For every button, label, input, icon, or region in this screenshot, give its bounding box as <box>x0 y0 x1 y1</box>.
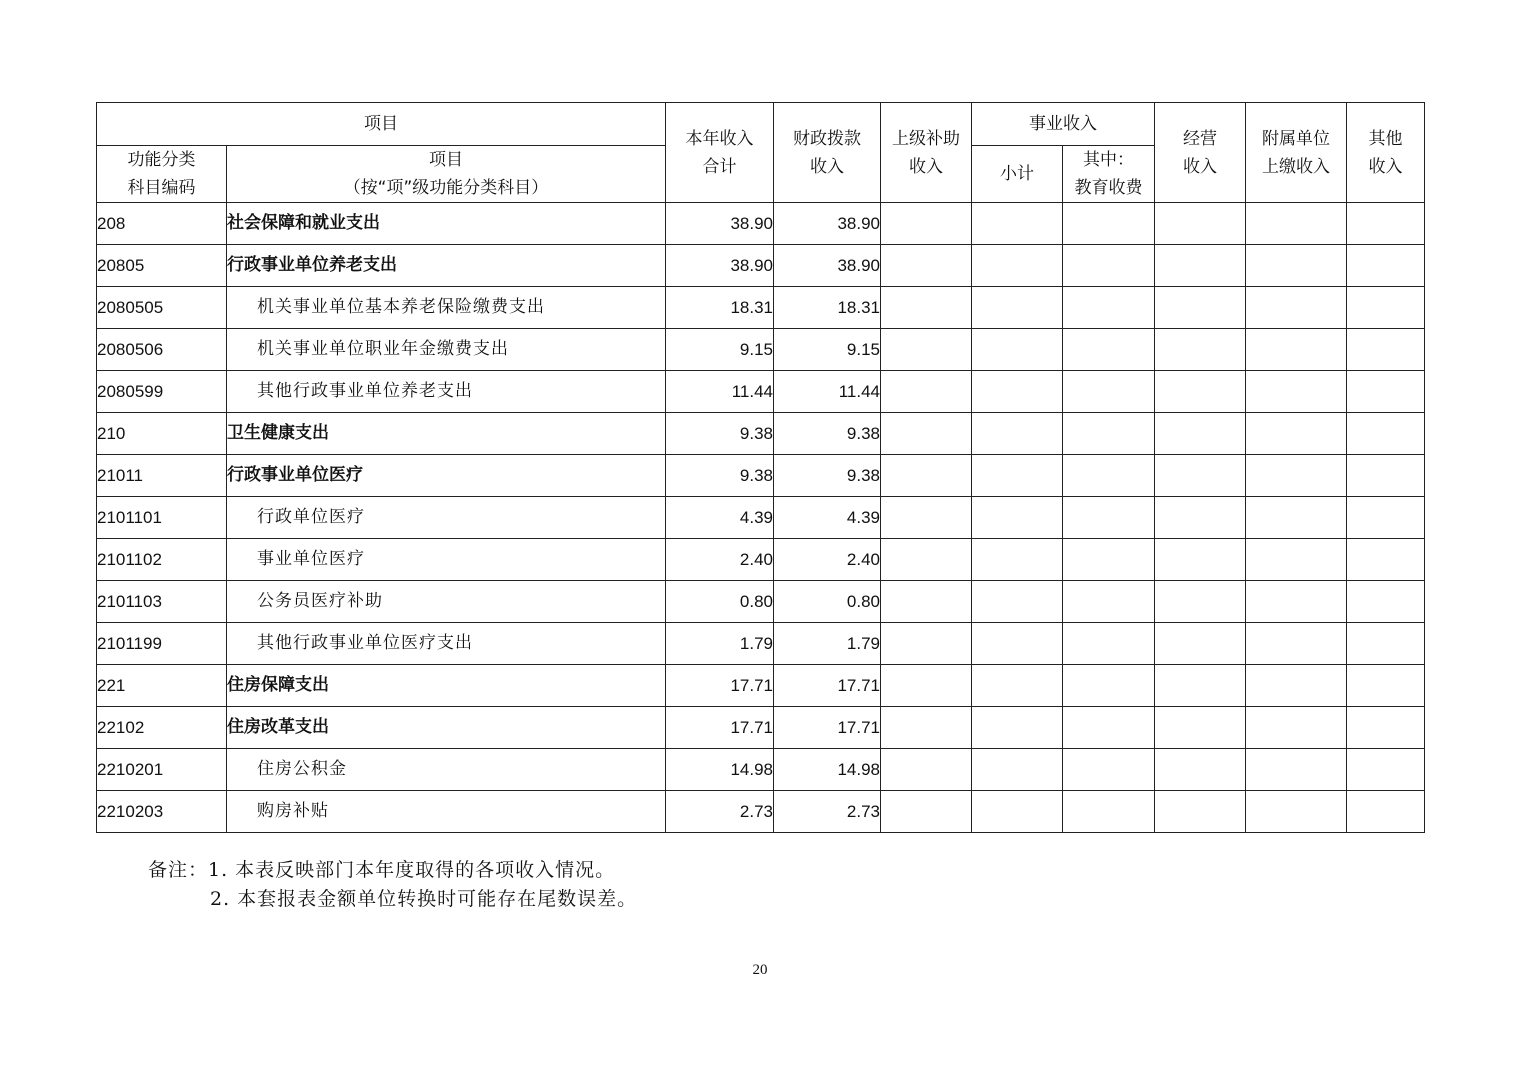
career-subtotal-cell <box>972 245 1063 287</box>
code-cell: 2080506 <box>97 329 227 371</box>
affiliate-cell <box>1246 497 1347 539</box>
affiliate-cell <box>1246 539 1347 581</box>
career-subtotal-cell <box>972 203 1063 245</box>
other-cell <box>1347 623 1425 665</box>
page-number: 20 <box>752 962 768 978</box>
item-name-cell: 其他行政事业单位养老支出 <box>227 371 666 413</box>
affiliate-cell <box>1246 245 1347 287</box>
header-upper-subsidy: 上级补助 收入 <box>881 103 972 203</box>
item-name-cell: 行政单位医疗 <box>227 497 666 539</box>
affiliate-cell <box>1246 623 1347 665</box>
career-subtotal-cell <box>972 791 1063 833</box>
business-cell <box>1155 749 1246 791</box>
upper-subsidy-cell <box>881 203 972 245</box>
header-other: 其他 收入 <box>1347 103 1425 203</box>
other-cell <box>1347 581 1425 623</box>
item-name-cell: 事业单位医疗 <box>227 539 666 581</box>
other-cell <box>1347 287 1425 329</box>
career-subtotal-cell <box>972 413 1063 455</box>
code-cell: 2101101 <box>97 497 227 539</box>
affiliate-cell <box>1246 749 1347 791</box>
affiliate-cell <box>1246 707 1347 749</box>
total-cell: 2.73 <box>666 791 774 833</box>
total-cell: 9.38 <box>666 413 774 455</box>
other-cell <box>1347 539 1425 581</box>
code-cell: 2101199 <box>97 623 227 665</box>
total-cell: 1.79 <box>666 623 774 665</box>
fiscal-cell: 2.40 <box>774 539 881 581</box>
header-affiliate: 附属单位 上缴收入 <box>1246 103 1347 203</box>
education-fee-cell <box>1063 455 1155 497</box>
education-fee-cell <box>1063 665 1155 707</box>
upper-subsidy-cell <box>881 749 972 791</box>
education-fee-cell <box>1063 287 1155 329</box>
upper-subsidy-cell <box>881 371 972 413</box>
business-cell <box>1155 371 1246 413</box>
education-fee-cell <box>1063 581 1155 623</box>
career-subtotal-cell <box>972 329 1063 371</box>
business-cell <box>1155 497 1246 539</box>
upper-subsidy-cell <box>881 665 972 707</box>
total-cell: 4.39 <box>666 497 774 539</box>
fiscal-cell: 11.44 <box>774 371 881 413</box>
table-body <box>97 203 1425 833</box>
note-line-1: 备注：1. 本表反映部门本年度取得的各项收入情况。 <box>148 859 616 881</box>
fiscal-cell: 2.73 <box>774 791 881 833</box>
education-fee-cell <box>1063 749 1155 791</box>
other-cell <box>1347 749 1425 791</box>
affiliate-cell <box>1246 329 1347 371</box>
table-row <box>97 791 1425 833</box>
code-cell: 2101103 <box>97 581 227 623</box>
upper-subsidy-cell <box>881 245 972 287</box>
fiscal-cell: 4.39 <box>774 497 881 539</box>
code-cell: 210 <box>97 413 227 455</box>
item-name-cell: 社会保障和就业支出 <box>227 203 666 245</box>
affiliate-cell <box>1246 665 1347 707</box>
other-cell <box>1347 329 1425 371</box>
affiliate-cell <box>1246 203 1347 245</box>
note-line-2: 2. 本套报表金额单位转换时可能存在尾数误差。 <box>210 888 638 910</box>
header-row-1 <box>97 103 1425 146</box>
affiliate-cell <box>1246 581 1347 623</box>
other-cell <box>1347 707 1425 749</box>
table-row <box>97 371 1425 413</box>
table-row <box>97 749 1425 791</box>
code-cell: 2080505 <box>97 287 227 329</box>
career-subtotal-cell <box>972 707 1063 749</box>
item-name-cell: 其他行政事业单位医疗支出 <box>227 623 666 665</box>
business-cell <box>1155 665 1246 707</box>
total-cell: 14.98 <box>666 749 774 791</box>
fiscal-cell: 38.90 <box>774 203 881 245</box>
education-fee-cell <box>1063 539 1155 581</box>
total-cell: 17.71 <box>666 665 774 707</box>
other-cell <box>1347 203 1425 245</box>
header-education-fee: 其中： 教育收费 <box>1063 146 1155 203</box>
item-name-cell: 公务员医疗补助 <box>227 581 666 623</box>
header-total: 本年收入 合计 <box>666 103 774 203</box>
total-cell: 38.90 <box>666 245 774 287</box>
total-cell: 17.71 <box>666 707 774 749</box>
fiscal-cell: 9.38 <box>774 413 881 455</box>
career-subtotal-cell <box>972 623 1063 665</box>
career-subtotal-cell <box>972 371 1063 413</box>
upper-subsidy-cell <box>881 581 972 623</box>
education-fee-cell <box>1063 245 1155 287</box>
other-cell <box>1347 245 1425 287</box>
item-name-cell: 行政事业单位医疗 <box>227 455 666 497</box>
affiliate-cell <box>1246 287 1347 329</box>
header-item: 项目 （按“项”级功能分类科目） <box>227 146 666 203</box>
fiscal-cell: 38.90 <box>774 245 881 287</box>
item-name-cell: 住房公积金 <box>227 749 666 791</box>
fiscal-cell: 14.98 <box>774 749 881 791</box>
total-cell: 9.15 <box>666 329 774 371</box>
total-cell: 11.44 <box>666 371 774 413</box>
upper-subsidy-cell <box>881 623 972 665</box>
code-cell: 2210203 <box>97 791 227 833</box>
fiscal-cell: 0.80 <box>774 581 881 623</box>
education-fee-cell <box>1063 791 1155 833</box>
table-row <box>97 623 1425 665</box>
business-cell <box>1155 203 1246 245</box>
education-fee-cell <box>1063 707 1155 749</box>
other-cell <box>1347 791 1425 833</box>
other-cell <box>1347 665 1425 707</box>
other-cell <box>1347 455 1425 497</box>
header-project: 项目 <box>97 103 666 146</box>
upper-subsidy-cell <box>881 539 972 581</box>
table-row <box>97 203 1425 245</box>
upper-subsidy-cell <box>881 455 972 497</box>
career-subtotal-cell <box>972 455 1063 497</box>
code-cell: 20805 <box>97 245 227 287</box>
code-cell: 2101102 <box>97 539 227 581</box>
table-row <box>97 497 1425 539</box>
code-cell: 2210201 <box>97 749 227 791</box>
total-cell: 18.31 <box>666 287 774 329</box>
fiscal-cell: 9.38 <box>774 455 881 497</box>
fiscal-cell: 17.71 <box>774 665 881 707</box>
table-row <box>97 665 1425 707</box>
upper-subsidy-cell <box>881 287 972 329</box>
income-table <box>96 102 1425 833</box>
upper-subsidy-cell <box>881 329 972 371</box>
total-cell: 38.90 <box>666 203 774 245</box>
upper-subsidy-cell <box>881 791 972 833</box>
other-cell <box>1347 497 1425 539</box>
education-fee-cell <box>1063 413 1155 455</box>
upper-subsidy-cell <box>881 497 972 539</box>
business-cell <box>1155 623 1246 665</box>
item-name-cell: 行政事业单位养老支出 <box>227 245 666 287</box>
upper-subsidy-cell <box>881 707 972 749</box>
affiliate-cell <box>1246 455 1347 497</box>
business-cell <box>1155 245 1246 287</box>
fiscal-cell: 9.15 <box>774 329 881 371</box>
total-cell: 0.80 <box>666 581 774 623</box>
table-row <box>97 455 1425 497</box>
table-row <box>97 413 1425 455</box>
table-row <box>97 707 1425 749</box>
header-code: 功能分类 科目编码 <box>97 146 227 203</box>
affiliate-cell <box>1246 371 1347 413</box>
career-subtotal-cell <box>972 749 1063 791</box>
code-cell: 2080599 <box>97 371 227 413</box>
item-name-cell: 购房补贴 <box>227 791 666 833</box>
career-subtotal-cell <box>972 287 1063 329</box>
business-cell <box>1155 791 1246 833</box>
header-business: 经营 收入 <box>1155 103 1246 203</box>
business-cell <box>1155 707 1246 749</box>
affiliate-cell <box>1246 791 1347 833</box>
education-fee-cell <box>1063 371 1155 413</box>
career-subtotal-cell <box>972 497 1063 539</box>
business-cell <box>1155 413 1246 455</box>
item-name-cell: 机关事业单位职业年金缴费支出 <box>227 329 666 371</box>
business-cell <box>1155 287 1246 329</box>
business-cell <box>1155 455 1246 497</box>
item-name-cell: 住房保障支出 <box>227 665 666 707</box>
career-subtotal-cell <box>972 581 1063 623</box>
fiscal-cell: 18.31 <box>774 287 881 329</box>
business-cell <box>1155 581 1246 623</box>
education-fee-cell <box>1063 329 1155 371</box>
table-row <box>97 539 1425 581</box>
total-cell: 2.40 <box>666 539 774 581</box>
total-cell: 9.38 <box>666 455 774 497</box>
education-fee-cell <box>1063 203 1155 245</box>
code-cell: 208 <box>97 203 227 245</box>
business-cell <box>1155 539 1246 581</box>
other-cell <box>1347 371 1425 413</box>
fiscal-cell: 1.79 <box>774 623 881 665</box>
education-fee-cell <box>1063 497 1155 539</box>
item-name-cell: 卫生健康支出 <box>227 413 666 455</box>
item-name-cell: 住房改革支出 <box>227 707 666 749</box>
table-row <box>97 581 1425 623</box>
affiliate-cell <box>1246 413 1347 455</box>
other-cell <box>1347 413 1425 455</box>
business-cell <box>1155 329 1246 371</box>
code-cell: 21011 <box>97 455 227 497</box>
career-subtotal-cell <box>972 539 1063 581</box>
career-subtotal-cell <box>972 665 1063 707</box>
header-subtotal: 小计 <box>972 146 1063 203</box>
item-name-cell: 机关事业单位基本养老保险缴费支出 <box>227 287 666 329</box>
table-row <box>97 245 1425 287</box>
notes <box>148 856 637 914</box>
header-fiscal: 财政拨款 收入 <box>774 103 881 203</box>
education-fee-cell <box>1063 623 1155 665</box>
header-career-income: 事业收入 <box>972 103 1155 146</box>
table-row <box>97 329 1425 371</box>
code-cell: 22102 <box>97 707 227 749</box>
fiscal-cell: 17.71 <box>774 707 881 749</box>
upper-subsidy-cell <box>881 413 972 455</box>
code-cell: 221 <box>97 665 227 707</box>
table-row <box>97 287 1425 329</box>
